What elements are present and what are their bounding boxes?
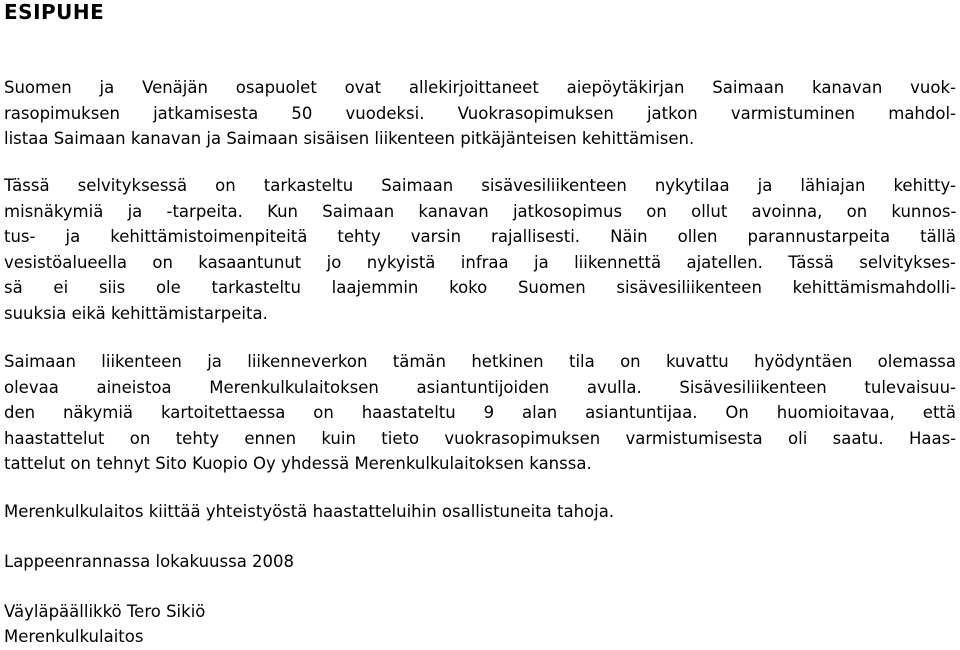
paragraph-line: den näkymiä kartoitettaessa on haastateltu 9 alan asiantuntijaa. On huomioitavaa, että [4,403,956,422]
signature-name: Väyläpäällikkö Tero Sikiö [4,602,206,621]
paragraph-line: rasopimuksen jatkamisesta 50 vuodeksi. Vuokrasopimuksen jatkon varmistuminen mahdol- [4,103,956,123]
paragraph-line: tattelut on tehnyt Sito Kuopio Oy yhdessä Merenkulkulaitoksen kanssa. [4,454,592,473]
paragraph-line: listaa Saimaan kanavan ja Saimaan sisäisen liikenteen pitkäjänteisen kehittämisen. [4,129,695,148]
scope-paragraph [4,173,956,326]
paragraph-line: olevaa aineistoa Merenkulkulaitoksen asiantuntijoiden avulla. Sisävesiliikenteen tulevaisuu- [4,377,956,397]
intro-paragraph [4,75,956,152]
paragraph-line: vesistöalueella on kasaantunut jo nykyistä infraa ja liikennettä ajatellen. Tässä selvitykses- [4,252,956,272]
method-paragraph [4,349,956,477]
paragraph-line: Tässä selvityksessä on tarkasteltu Saimaan sisävesiliikenteen nykytilaa ja lähiajan kehitty- [4,176,956,195]
paragraph-line: haastattelut on tehty ennen kuin tieto vuokrasopimuksen varmistumisesta oli saatu. Haas- [4,428,957,448]
signature-organization: Merenkulkulaitos [4,627,144,646]
paragraph-line: suuksia eikä kehittämistarpeita. [4,303,268,323]
place-date-line: Lappeenrannassa lokakuussa 2008 [4,552,295,571]
paragraph-line: misnäkymiä ja -tarpeita. Kun Saimaan kanavan jatkosopimus on ollut avoinna, on kunnos- [4,201,957,221]
paragraph-line: Saimaan liikenteen ja liikenneverkon tämän hetkinen tila on kuvattu hyödyntäen olemassa [4,352,956,371]
thanks-line: Merenkulkulaitos kiittää yhteistyöstä haastatteluihin osallistuneita tahoja. [4,502,615,521]
paragraph-line: Suomen ja Venäjän osapuolet ovat allekirjoittaneet aiepöytäkirjan Saimaan kanavan vuok- [4,78,956,97]
paragraph-line: tus- ja kehittämistoimenpiteitä tehty varsin rajallisesti. Näin ollen parannustarpeita tällä [4,227,956,246]
page-heading: ESIPUHE [4,0,105,24]
paragraph-line: sä ei siis ole tarkasteltu laajemmin koko Suomen sisävesiliikenteen kehittämismahdolli- [4,278,956,297]
